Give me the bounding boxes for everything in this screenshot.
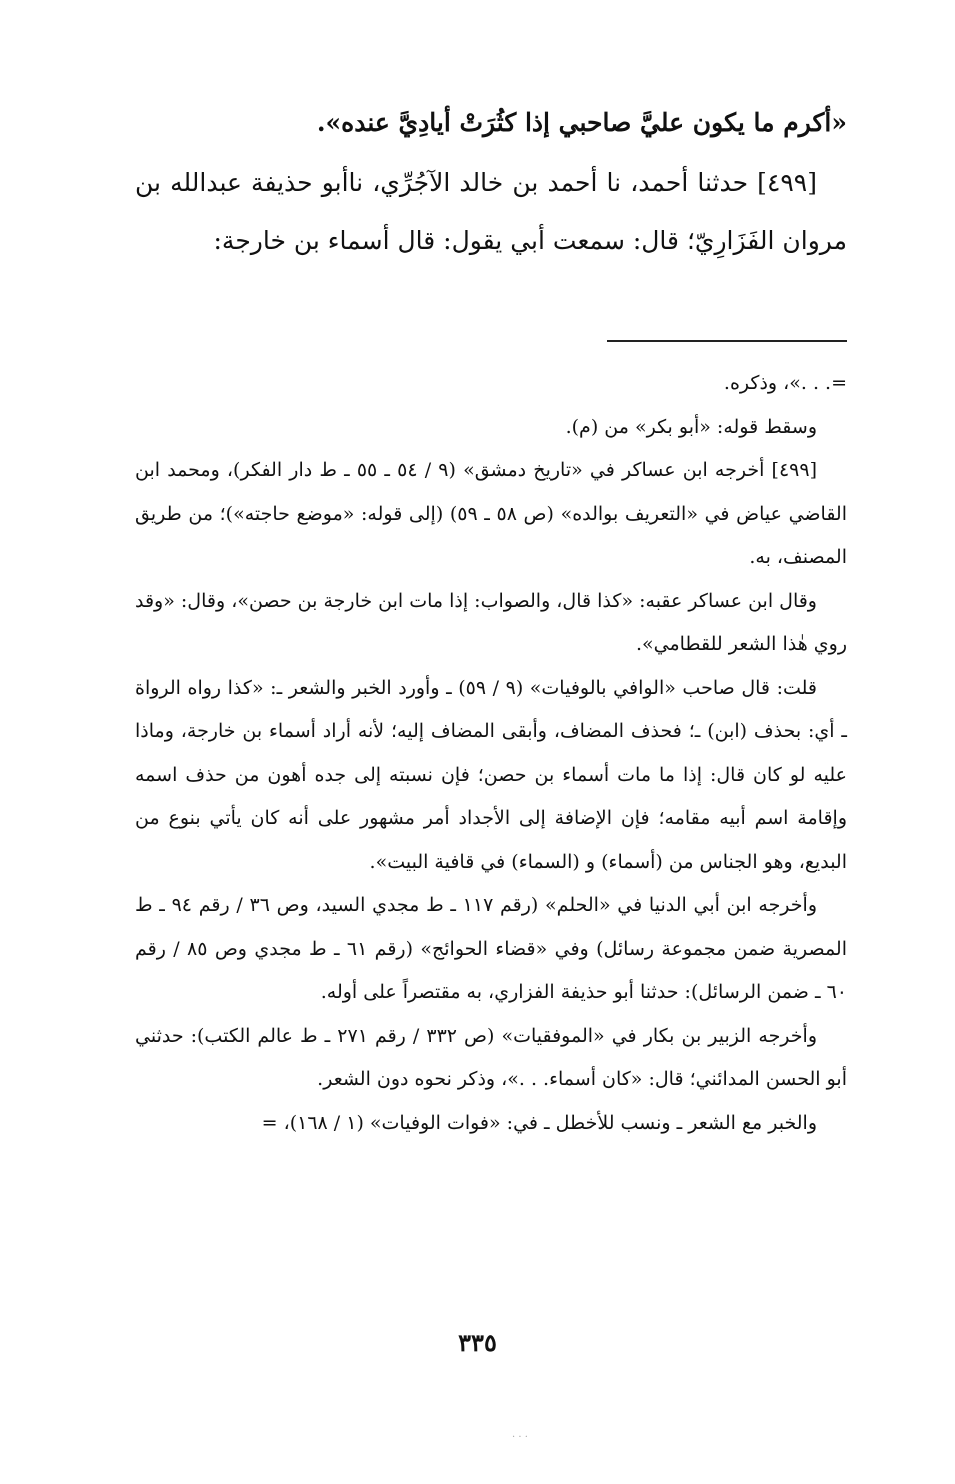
footnote-paragraph: وأخرجه الزبير بن بكار في «الموفقيات» (ص ٣٣٢ / رقم ٢٧١ ـ ط عالم الكتب): حدثني أبو الحسن المدائني؛ قال: «كان أسماء. . .»، وذكر نحوه دون الشعر. [135, 1024, 847, 1090]
hadith-paragraph: [٤٩٩] حدثنا أحمد، نا أحمد بن خالد الآجُرِّي، ناأبو حذيفة عبدالله بن مروان الفَزَارِيّ؛ قال: سمعت أبي يقول: قال أسماء بن خارجة: [135, 168, 847, 255]
footnote-separator [607, 340, 847, 342]
footnote-paragraph: والخبر مع الشعر ـ ونسب للأخطل ـ في: «فوات الوفيات» (١ / ١٦٨)، = [261, 1111, 817, 1134]
footnote-paragraph: وسقط قوله: «أبو بكر» من (م). [565, 415, 817, 438]
footnote-paragraph: قلت: قال صاحب «الوافي بالوفيات» (٩ / ٥٩) ـ وأورد الخبر والشعر ـ: «كذا رواه الرواة ـ أي: بحذف (ابن) ـ؛ فحذف المضاف، وأبقى المضاف إليه؛ لأنه أراد أسماء بن خارجة، وماذا عليه لو كان قال: إذا ما مات أسماء بن حصن؛ فإن نسبته إلى جده أهون من حذف اسمه وإقامة اسم أبيه مقامه؛ فإن الإضافة إلى الأجداد أمر مشهور على أنه كان يأتي بنوع من البديع، وهو الجناس من (أسماء) و (السماء) في قافية البيت». [135, 676, 847, 873]
page-number: ٣٣٥ [458, 1328, 497, 1357]
footnote-paragraph: [٤٩٩] أخرجه ابن عساكر في «تاريخ دمشق» (٩ / ٥٤ ـ ٥٥ ـ ط دار الفكر)، ومحمد ابن القاضي عياض في «التعريف بوالده» (ص ٥٨ ـ ٥٩) (إلى قوله: «موضع حاجته»)؛ من طريق المصنف، به. [135, 459, 848, 568]
footnote-paragraph: وأخرجه ابن أبي الدنيا في «الحلم» (رقم ١١٧ ـ ط مجدي السيد، وص ٣٦ / رقم ٩٤ ـ ط المصرية ضمن مجموعة رسائل) وفي «قضاء الحوائج» (رقم ٦١ ـ ط مجدي وص ٨٥ / رقم ٦٠ ـ ضمن الرسائل): حدثنا أبو حذيفة الفزاري، به مقتصراً على أوله. [135, 894, 847, 1003]
footnote-continuation: =. . .»، وذكره. [723, 372, 847, 394]
footnotes [135, 362, 847, 1145]
scan-artifact: · · · [512, 1432, 528, 1443]
main-text [135, 92, 847, 270]
footnote-paragraph: وقال ابن عساكر عقبه: «كذا قال، والصواب: إذا مات ابن خارجة بن حصن»، وقال: «وقد روي هٰذا الشعر للقطامي». [135, 589, 847, 655]
quote-line: «أكرم ما يكون عليَّ صاحبي إذا كثُرَتْ أيادِيَّ عنده». [316, 108, 847, 137]
